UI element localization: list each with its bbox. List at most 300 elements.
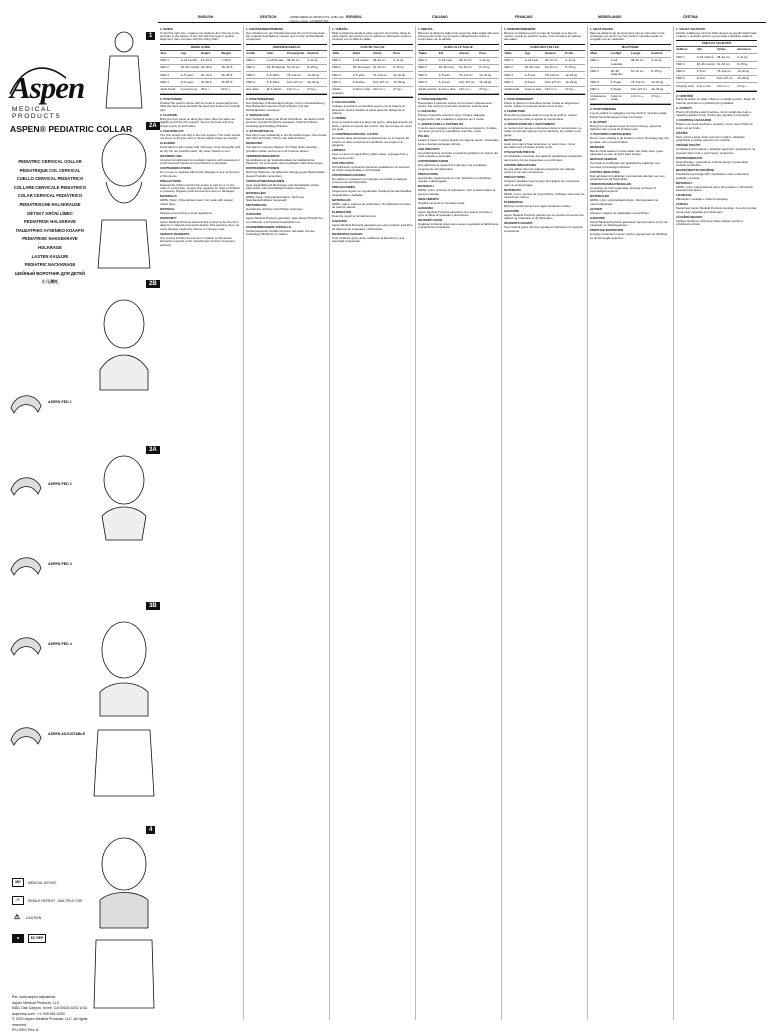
product-name: PEDIATRISCHE HALSKRAUSE [12,201,88,210]
table-cell: 0–18 mois [524,58,544,64]
contact-line: Aspen Medical Products, LLC [12,1001,88,1007]
table-header-cell: Age [180,51,200,57]
section-heading: INCIDENTS GRAVES [504,222,585,225]
lang-column [504,26,585,1020]
table-cell: PED 4 [676,76,696,82]
table-cell: 122 cm + [545,87,565,93]
table-cell: 24–36 in [201,65,221,71]
table-cell: 16–29 kg [737,76,757,82]
section-heading: UTILISATION PRÉVUE [504,151,585,154]
contact-block [12,995,88,1034]
sizing-table [418,44,499,95]
table-cell: 26–45 lb [221,72,241,78]
section-text: HDPE, nylon, polyuretanová pěna. Nevyrobeno z přírodního kaučukového latexu. [676,186,757,193]
section-heading: INCIDENTES GRAVES [332,233,413,236]
section-heading: 3. CIERRE [332,117,413,120]
illustration-front-panel-icon [92,440,156,590]
section-text: Aspen Medical Products warrants this product to be free from defects in materials and workmanship. This warranty does not cover damage caused by misuse or improper care. [160,221,241,231]
table-header-cell: Leeftijd [610,51,630,57]
table-title: SIZING GUIDE [160,45,241,51]
table-cell: 12–20 kg [737,69,757,75]
model-label: ASPEN ADJUSTABLE [48,732,85,736]
table-header-row [676,47,757,54]
table-cell: 38–61 cm [717,54,737,60]
table-cell: PED 4 [504,79,524,85]
collar-ped4-icon [8,630,44,658]
section-text: HDPE, nailon, espuma de poliuretano. No fabricado con látex de caucho natural. [332,203,413,210]
table-row [160,79,241,86]
section-heading: GARANTIE [590,217,671,220]
section-heading: 3. ZAPNUTÍ [676,107,757,110]
symbol-caution [12,914,41,921]
section-text: Position the patient supine with the head in neutral alignment. Slide the back panel beneath the head and center the occipital pad. [160,102,241,112]
table-cell: 102–127 cm [287,79,307,85]
section-heading: ČIŠTĚNÍ [676,132,757,135]
product-name: HOLKRAGE [12,244,88,253]
section-heading: 3. CHIUSURA [418,110,499,113]
table-cell: 61–91 cm [717,62,737,68]
table-cell: 40–50 in [201,79,221,85]
table-header-cell: Lengte [631,51,651,57]
section-text: Aspen Medical Products garantisce che questo prodotto è privo di difetti di materiale e lavorazione. [418,211,499,218]
table-cell: 27 kg + [479,87,499,93]
table-header-cell: Peso [479,51,499,57]
table-cell: 3–11 kg [307,58,327,64]
table-cell: Adulto piccolo [418,87,438,93]
section-heading: ERNSTIGE INCIDENTEN [590,229,671,232]
table-cell: 18–36 mesi [438,65,458,71]
figure-label: 3B [146,602,160,610]
figure-label: 2A [146,122,160,130]
contact-line: Pat. www.aspen.us/patents [12,995,88,1001]
section-heading: CONTRE-INDICATIONS [504,164,585,167]
table-cell: 12–20 kg [479,72,499,78]
table-cell: 61–91 cm [373,65,393,71]
section-text: Remonter le panneau avant le long de la poitrine, écarter légèrement les côtés et ajuster la mentonnière. [504,114,585,121]
table-header-row [332,51,413,58]
section-heading: MATERIALEN [590,195,671,198]
table-header-row [504,51,585,58]
table-cell: 76–112 cm [545,72,565,78]
table-cell: 0–18 months [180,58,200,64]
section-heading: 2. COLOCACIÓN [332,101,413,104]
table-row [246,65,327,72]
table-cell: 18–36 mois [524,65,544,71]
table-header-row [160,51,241,58]
table-cell: 3–5 years [180,72,200,78]
section-heading: URČENÉ POUŽITÍ [676,144,757,147]
sizing-table [160,44,241,95]
table-cell: Adulto pequeño [332,87,352,97]
contact-line: IFU-0001 Rev. A [12,1028,88,1034]
section-text: Qualsiasi incidente grave deve essere segnalato al fabbricante e all'autorità competente. [418,223,499,230]
symbol-label: MEDICAL DEVICE [28,881,57,885]
section-heading: MATERIALIEN [246,192,327,195]
section-text: Ispezionare regolarmente la cute. Sostituire le imbottiture usurate o danneggiate. [418,177,499,184]
product-name: COLLARE CERVICALE PEDIATRICO [12,184,88,193]
collar-ped3-icon [8,550,44,578]
header-note: ASPEN MEDICAL PRODUCTS • 6481 Oak Canyon, Irvine, CA 92618 USA [290,15,354,23]
section-heading: 1. TAMAÑO [332,28,413,31]
section-heading: REINIGEN [590,146,671,149]
section-heading: CONTRAINDICATIONS [160,167,241,170]
table-cell: 8–15 kg [565,65,585,71]
section-text: Haut regelmäßig auf Reizungen oder Druckstellen prüfen. Abgenutzte oder beschädigte Polster ersetzen. [246,184,327,191]
table-cell: 76–112 cm [631,79,651,85]
section-heading: 1. MISURA [418,28,499,31]
table-cell: 5–8 ans [524,79,544,85]
table-cell: PED 2 [590,68,610,78]
table-header-row [590,51,671,58]
product-title: ASPEN® PEDIATRIC COLLAR [10,124,132,134]
product-name: PEDIATRISK HALSKRAVE [12,218,88,227]
table-row [418,58,499,65]
table-cell: 3–5 Jahre [266,72,286,78]
section-text: Leg de patiënt in rugligging met het hoofd in neutrale positie. Schuif het achterpaneel onder het hoofd. [590,112,671,119]
table-cell: 61–91 cm [459,65,479,71]
section-text: De kin moet volledig in de kinsteun rusten. De kraag mag niet op kaak, oren of keel drukken. [590,137,671,144]
section-heading: 4. COMPROBACIÓN DEL AJUSTE [332,133,413,136]
table-row [590,94,671,105]
table-cell: 18–36 měsíců [696,62,716,68]
section-text: Das Kinn muss vollständig in der Kinnstütze liegen. Die Krause darf nicht auf Kiefer, Ohren oder Hals drücken. [246,134,327,141]
table-cell: 9 jaar en ouder [610,94,630,104]
logo-swoosh-icon [6,60,86,100]
table-cell: PED 3 [676,69,696,75]
lang-column [676,26,757,1020]
section-heading: GARANZIA [418,207,499,210]
section-text: Aspen Medical Products garandeert dat dit product vrij is van materiaal- en fabricagefouten. [590,221,671,228]
table-cell: PED 2 [246,65,266,71]
section-heading: LIKVIDACE [676,194,757,197]
table-header-cell: Hmotnost [737,47,757,53]
section-text: Mida la distancia desde la parte superior del hombro hasta la parte inferior del mentón con la cabeza en alineación neutra y compare con la tabla de tallas. [332,32,413,42]
section-heading: 1. MAAT KIEZEN [590,28,671,31]
section-text: Laver à la main à l'eau tiède avec un savon doux, rincer abondamment et laisser sécher à l'air. [504,143,585,150]
section-text: Pravidelně kontrolujte kůži. Opotřebené nebo poškozené polštářky vyměňte. [676,173,757,180]
section-heading: 2. UMÍSTĚNÍ [676,95,757,98]
section-text: Přední díl přiložte podél hrudníku, mírně roztáhněte boky a nasaďte podpěru brady. Suché zipy zapněte rovnoměrně. [676,111,757,118]
section-text: Todo incidente grave debe notificarse al fabricante y a la autoridad competente. [332,237,413,244]
table-cell: PED 1 [676,54,696,60]
table-cell: PED 1 [332,58,352,64]
section-heading: 3. VERSCHLUSS [246,114,327,117]
section-heading: 4. SITZKONTROLLE [246,130,327,133]
model-label: ASPEN PED 1 [48,400,72,404]
section-heading: 1. DIMENSIONNEMENT [504,28,585,31]
table-row [504,87,585,94]
symbol-md [12,878,57,887]
table-cell: 122 cm + [373,87,393,97]
section-heading: ZÁRUKA [676,203,757,206]
table-cell: 3–5 anni [438,72,458,78]
product-name: ΠΑΙΔΙΑΤΡΙΚΟ ΑΥΧΕΝΙΚΟ ΚΟΛΑΡΟ [12,227,88,236]
table-cell: 3–5 ans [524,72,544,78]
section-heading: WARRANTY [160,217,241,220]
section-heading: BEZPEČNOSTNÍ OPATŘENÍ [676,169,757,172]
table-cell: 9 anni e oltre [438,87,458,93]
table-cell: 3–11 kg [651,58,671,68]
section-heading: PULIZIA [418,135,499,138]
table-cell: 27 kg + [565,87,585,93]
table-row [418,65,499,72]
table-cell: 5–8 jaar [610,86,630,92]
model-label: ASPEN PED 2 [48,482,72,486]
table-cell: 35–65 lb [221,79,241,85]
table-row [332,65,413,72]
illustration-strap-closure-icon [92,600,156,800]
table-cell: 76–112 cm [373,72,393,78]
table-header-cell: Peso [393,51,413,57]
table-row [590,86,671,93]
table-row [332,58,413,65]
section-text: Aspen Medical Products garantit que ce produit est exempt de défauts de matériaux et de fabrication. [504,214,585,221]
md-icon: MD [12,878,24,887]
table-cell: 76–112 cm [717,69,737,75]
header-lang-1: DEUTSCH [260,15,276,19]
table-cell: Adult Small [160,87,180,93]
table-header-cell: Körpergröße [287,51,307,57]
table-cell: PED 4 [160,79,180,85]
table-row [332,79,413,86]
table-header-cell: Taglia [418,51,438,57]
section-heading: CLEANING [160,142,241,145]
illustration-fitted-collar-icon [92,820,156,1010]
table-cell: 3–5 años [352,72,372,78]
section-text: Brada musí zcela spočívat v podpěře. Límec nesmí tlačit na čelist, uši ani hrdlo. [676,123,757,130]
section-heading: ZÁVAŽNÉ NEHODY [676,216,757,219]
table-row [246,72,327,79]
section-heading: GARANTIE [246,213,327,216]
section-text: Placer le patient en décubitus dorsal, la tête en alignement neutre. Glisser le panneau arrière sous la tête. [504,102,585,109]
table-header-cell: Größe [246,51,266,57]
section-text: Non utilizzare su pazienti con allergie note a qualsiasi componente del dispositivo. [418,164,499,171]
table-cell: 0–18 měsíců [696,54,716,60]
table-cell: 61–91 cm [545,65,565,71]
table-cell: 8–15 kg [737,62,757,68]
table-cell: Dospělý malý [676,83,696,89]
section-text: Any serious incident that occurs in relation to this device should be reported to the manufacturer and the competent authority. [160,237,241,247]
section-heading: BEOOGD GEBRUIK [590,158,671,161]
section-heading: 2. POSITIONNEMENT [504,98,585,101]
section-text: Ne pas utiliser chez les patients présentant une allergie connue à l'un des composants. [504,168,585,175]
section-text: Breng het voorpaneel langs de borst omhoog, spreid de zijkanten iets en pas de kinsteun aan. [590,125,671,132]
table-header-cell: Maat [590,51,610,57]
section-heading: VERWENDUNGSZWECK [246,155,327,158]
table-cell: 9 ans et plus [524,87,544,93]
section-heading: MATERIALS [160,195,241,198]
table-row [246,58,327,65]
table-row [590,58,671,69]
section-heading: MATERIALES [332,199,413,202]
table-cell: 5–8 anni [438,79,458,85]
table-row [246,79,327,86]
section-heading: 1. SIZING [160,28,241,31]
table-cell: 76–112 cm [459,72,479,78]
table-row [160,87,241,94]
logo-text: Aspen [10,70,84,105]
table-cell: 102–127 cm [545,79,565,85]
table-cell: 12–20 kg [565,72,585,78]
section-text: Deseche según la normativa local. [332,215,413,218]
section-heading: 3. SLUITING [590,121,671,124]
table-cell: 9 years & up [180,87,200,93]
table-cell: 16–29 kg [651,86,671,92]
model-label: ASPEN PED 4 [48,642,72,646]
table-header-cell: Poids [565,51,585,57]
caution-icon: ⚠ [12,914,22,921]
section-text: Gemäß den örtlichen Vorschriften entsorgen. [246,208,327,211]
table-cell: 8–15 kg [307,65,327,71]
section-heading: ÉLIMINATION [504,201,585,204]
table-cell: 48 in + [201,87,221,93]
section-heading: CONTRA-INDICATIES [590,171,671,174]
table-row [676,69,757,76]
table-row [418,87,499,94]
table-row [160,65,241,72]
section-text: Immobilizzazione cervicale di pazienti pediatrici con lesioni del collo sospette o accertate. [418,152,499,159]
table-cell: PED 1 [160,58,180,64]
section-text: Do not use on patients with known allergies to any component of this device. [160,171,241,178]
symbol-single-patient [12,896,82,905]
section-text: Inspeccione la piel con regularidad. Sustituya las almohadillas desgastadas o dañadas. [332,190,413,197]
table-cell: Adulte petit [504,87,524,93]
product-name: PEDIATRISK NAKKEKRAVE [12,235,88,244]
table-header-cell: Edad [352,51,372,57]
brand-panel [4,40,88,1020]
section-heading: KONTRAINDIKACE [676,157,757,160]
section-heading: SMALTIMENTO [418,198,499,201]
section-text: Lave a mano con agua tibia y jabón suave, enjuague bien y deje secar al aire. [332,153,413,160]
section-text: Das Vorderteil entlang der Brust hochführen, die Seiten leicht spreizen und die Kinnstütze anpassen. Klettverschlüsse beidseitig gleichmäßig schließen. [246,118,327,128]
section-text: Nepoužívejte u pacientů se známou alergií na kteroukoli součást prostředku. [676,161,757,168]
table-cell: 9 años o más [352,87,372,97]
table-cell: 122 cm + [631,94,651,104]
table-cell: 16–29 kg [565,79,585,85]
table-cell: PED 2 [676,62,696,68]
manufacturer-icon: ■ [12,934,24,943]
table-cell: 61–91 cm [631,68,651,78]
table-title: GUIDE DES TAILLES [504,45,585,51]
table-cell: 5–8 años [352,79,372,85]
table-cell: 16–29 kg [307,79,327,85]
table-cell: 102–127 cm [717,76,737,82]
table-row [332,72,413,79]
table-cell: 3–11 kg [565,58,585,64]
table-cell: 122 cm + [717,83,737,89]
section-text: Controleer de huid regelmatig. Vervang versleten of beschadigde kussens. [590,187,671,194]
section-text: Lleve el panel frontal a lo largo del pecho, abra ligeramente los lados y ajuste el soporte del mentón. Fije las correas de velcro por igual. [332,121,413,131]
table-header-cell: Talla [332,51,352,57]
table-cell: 3–11 kg [479,58,499,64]
table-row [160,58,241,65]
section-heading: LIMPIEZA [332,149,413,152]
section-text: Mesurer la distance entre le haut de l'épaule et le bas du menton, la tête en position neutre, puis comparer au tableau des tailles. [504,32,585,42]
section-heading: 2. POSITIONING [160,98,241,101]
section-text: Afvoeren volgens de plaatselijke voorschriften. [590,212,671,215]
section-text: El mentón debe descansar completamente en el soporte. El collarín no debe presionar la mandíbula, las orejas ni la garganta. [332,137,413,147]
table-cell: Volwassene klein [590,94,610,104]
table-header-row [246,51,327,58]
table-cell: 18–36 meses [352,65,372,71]
section-heading: PRECAUTIONS [160,180,241,183]
section-text: Inmovilización cervical de pacientes pediátricos con lesiones de cuello sospechadas o confirmadas. [332,166,413,173]
table-cell: 30–44 in [201,72,221,78]
section-heading: REINIGUNG [246,142,327,145]
table-cell: 18–36 months [180,65,200,71]
table-cell: 18–33 lb [221,65,241,71]
section-heading: 1. VOLBA VELIKOSTI [676,28,757,31]
product-name: PEDIATRIC CERVICAL COLLAR [12,158,88,167]
table-header-cell: Taille [504,51,524,57]
table-title: MAATTABEL [590,45,671,51]
table-cell: PED 1 [590,58,610,68]
illustration-back-panel-icon [92,280,156,430]
table-title: TABULKA VELIKOSTÍ [676,41,757,47]
table-cell: 102–127 cm [373,79,393,85]
table-header-cell: Výška [717,47,737,53]
table-cell: 122 cm + [459,87,479,93]
table-header-cell: Età [438,51,458,57]
section-heading: 4. CHECKING FIT [160,130,241,133]
table-cell: 60 lb + [221,87,241,93]
table-cell: 38–61 cm [631,58,651,68]
product-name: LASTEN KAULURI [12,253,88,262]
lang-column [590,26,671,1020]
contact-line: 6481 Oak Canyon, Irvine, CA 92618-5202 USA [12,1006,88,1012]
section-text: Met de hand wassen in lauw water met milde zeep, goed naspoelen en aan de lucht laten drogen. [590,150,671,157]
section-heading: 4. VÉRIFICATION DE L'AJUSTEMENT [504,123,585,126]
table-cell: PED 3 [504,72,524,78]
section-text: Cervicale immobilisatie van pediatrische patiënten met vermoed of bevestigd nekletsel. [590,162,671,169]
illustration-patient-supine-icon [92,30,156,110]
section-text: Změřte vzdálenost od horní části ramene ke spodní části brady s hlavou v neutrální poloze a porovnejte s tabulkou velikostí. [676,32,757,39]
table-cell: 76–112 cm [287,72,307,78]
table-header-cell: Âge [524,51,544,57]
table-cell: 8–15 kg [479,65,499,71]
section-heading: CONTROINDICAZIONI [418,160,499,163]
section-text: Le menton doit reposer entièrement dans la mentonnière. Le collier ne doit pas appuyer sur la mâchoire, les oreilles ou la gorge. [504,127,585,137]
table-cell: 0–18 meses [352,58,372,64]
section-heading: MATÉRIAUX [504,189,585,192]
table-header-cell: Height [201,51,221,57]
section-heading: INCIDENTI GRAVI [418,219,499,222]
table-row [160,72,241,79]
table-cell: 61–91 cm [287,65,307,71]
section-text: Aspen Medical Products garantiert, dass dieses Produkt frei von Material- und Verarbeitungsfehlern ist. [246,217,327,224]
table-header-cell: Size [160,51,180,57]
table-cell: PED 1 [246,58,266,64]
ec-rep-icon: EC REP [28,934,46,943]
section-text: Schwerwiegende Vorfälle sind dem Hersteller und der zuständigen Behörde zu melden. [246,230,327,237]
table-row [590,68,671,79]
table-cell: Erw. klein [246,87,266,93]
section-text: Immobilisierung der Halswirbelsäule bei pädiatrischen Patienten mit vermuteten oder bestätigten Halsverletzungen. [246,159,327,166]
section-text: Il mento deve poggiare completamente sul supporto. Il collare non deve premere su mandibola, orecchie o gola. [418,127,499,134]
section-text: Nicht bei Patienten mit bekannter Allergie gegen Bestandteile dieses Produkts verwenden. [246,171,327,178]
table-row [504,58,585,65]
table-cell: 122 cm + [287,87,307,93]
collar-adjustable-icon [8,720,44,748]
logo-subtitle: MEDICAL PRODUCTS [12,106,88,120]
table-row [504,65,585,72]
product-name-list [12,158,88,287]
table-cell: PED 4 [418,79,438,85]
table-cell: 3–5 jaar [610,79,630,85]
section-heading: ELIMINACIÓN [332,211,413,214]
table-row [676,76,757,83]
table-cell: PED 2 [160,65,180,71]
